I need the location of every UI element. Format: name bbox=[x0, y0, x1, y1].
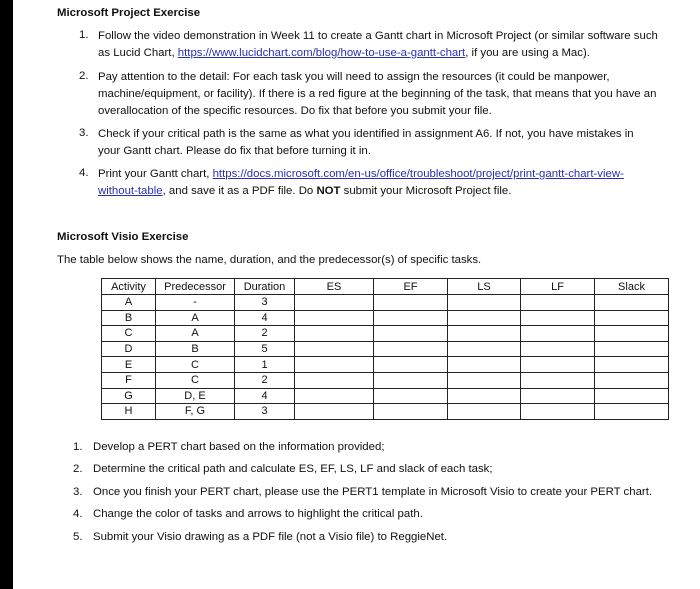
col-ef: EF bbox=[374, 279, 448, 295]
step-number: 5. bbox=[73, 531, 83, 543]
document-page bbox=[13, 0, 700, 589]
step-number: 2. bbox=[79, 70, 89, 82]
col-es: ES bbox=[295, 279, 374, 295]
table-cell: C bbox=[156, 372, 235, 388]
table-cell: 2 bbox=[235, 372, 295, 388]
step-text bbox=[98, 166, 658, 200]
table-cell bbox=[595, 372, 669, 388]
step-text: Develop a PERT chart based on the information provided; bbox=[93, 441, 385, 453]
table-cell bbox=[295, 326, 374, 342]
table-cell: F, G bbox=[156, 404, 235, 420]
table-cell bbox=[448, 326, 521, 342]
step-text: Submit your Visio drawing as a PDF file (not a Visio file) to ReggieNet. bbox=[93, 531, 448, 543]
step-text-part: Follow the video demonstration in Week 11 to create a Gantt chart in Microsoft Project (or similar software such as Lucid Chart, bbox=[98, 30, 658, 59]
table-cell: 3 bbox=[235, 295, 295, 311]
col-predecessor: Predecessor bbox=[156, 279, 235, 295]
step-number: 4. bbox=[73, 508, 83, 520]
table-cell bbox=[374, 404, 448, 420]
table-header-row bbox=[102, 279, 669, 295]
visio-heading: Microsoft Visio Exercise bbox=[57, 231, 189, 243]
table-cell: - bbox=[156, 295, 235, 311]
table-cell bbox=[521, 388, 595, 404]
table-row bbox=[102, 388, 669, 404]
table-cell bbox=[521, 326, 595, 342]
table-cell bbox=[448, 388, 521, 404]
table-cell bbox=[595, 388, 669, 404]
table-cell bbox=[521, 372, 595, 388]
table-row bbox=[102, 404, 669, 420]
table-cell bbox=[374, 357, 448, 373]
table-cell: C bbox=[156, 357, 235, 373]
table-cell: 3 bbox=[235, 404, 295, 420]
table-cell bbox=[374, 295, 448, 311]
step-text-part: Print your Gantt chart, bbox=[98, 168, 213, 180]
table-cell bbox=[448, 295, 521, 311]
step-text: Once you finish your PERT chart, please use the PERT1 template in Microsoft Visio to create your PERT chart. bbox=[93, 486, 653, 498]
table-cell: B bbox=[102, 310, 156, 326]
step-number: 4. bbox=[79, 167, 89, 179]
step-text: Determine the critical path and calculate ES, EF, LS, LF and slack of each task; bbox=[93, 463, 493, 475]
project-heading: Microsoft Project Exercise bbox=[57, 7, 201, 19]
emphasis-not: NOT bbox=[316, 185, 341, 197]
table-cell: G bbox=[102, 388, 156, 404]
table-cell: F bbox=[102, 372, 156, 388]
table-cell bbox=[448, 310, 521, 326]
visio-intro: The table below shows the name, duration, and the predecessor(s) of specific tasks. bbox=[57, 254, 482, 266]
table-cell: H bbox=[102, 404, 156, 420]
table-cell bbox=[295, 295, 374, 311]
table-cell bbox=[595, 310, 669, 326]
table-cell bbox=[595, 326, 669, 342]
step-text-part: submit your Microsoft Project file. bbox=[340, 185, 512, 197]
table-cell bbox=[521, 341, 595, 357]
table-cell bbox=[295, 310, 374, 326]
table-cell bbox=[374, 326, 448, 342]
table-cell: B bbox=[156, 341, 235, 357]
table-cell bbox=[595, 404, 669, 420]
table-cell bbox=[374, 341, 448, 357]
table-cell bbox=[595, 295, 669, 311]
step-number: 3. bbox=[73, 486, 83, 498]
activity-table bbox=[101, 278, 669, 420]
col-slack: Slack bbox=[595, 279, 669, 295]
step-text-part: , if you are using a Mac). bbox=[465, 47, 590, 59]
step-text: Pay attention to the detail: For each task you will need to assign the resources (it could be manpower, machine/equipment, or facility). If there is a red figure at the beginning of the task, that means that you have an overallocation of the specific resources. Do fix that before you submit your file. bbox=[98, 71, 657, 117]
table-row bbox=[102, 372, 669, 388]
table-cell: 4 bbox=[235, 310, 295, 326]
table-cell bbox=[521, 310, 595, 326]
table-cell bbox=[521, 404, 595, 420]
table-cell bbox=[595, 341, 669, 357]
col-ls: LS bbox=[448, 279, 521, 295]
table-body bbox=[102, 295, 669, 420]
table-row bbox=[102, 295, 669, 311]
lucidchart-link[interactable]: https://www.lucidchart.com/blog/how-to-use-a-gantt-chart bbox=[177, 47, 466, 59]
table-cell: 5 bbox=[235, 341, 295, 357]
table-cell bbox=[374, 310, 448, 326]
table-cell: 1 bbox=[235, 357, 295, 373]
step-text bbox=[98, 28, 658, 62]
col-activity: Activity bbox=[102, 279, 156, 295]
table-cell bbox=[448, 372, 521, 388]
step-number: 2. bbox=[73, 463, 83, 475]
table-cell: A bbox=[156, 326, 235, 342]
table-cell bbox=[448, 341, 521, 357]
step-number: 3. bbox=[79, 127, 89, 139]
table-row bbox=[102, 310, 669, 326]
table-row bbox=[102, 341, 669, 357]
table-cell: C bbox=[102, 326, 156, 342]
table-cell: 4 bbox=[235, 388, 295, 404]
table-cell: E bbox=[102, 357, 156, 373]
table-cell bbox=[521, 357, 595, 373]
table-cell: A bbox=[156, 310, 235, 326]
table-cell bbox=[448, 404, 521, 420]
table-cell: D, E bbox=[156, 388, 235, 404]
table-cell bbox=[295, 341, 374, 357]
table-cell bbox=[521, 295, 595, 311]
table-cell bbox=[595, 357, 669, 373]
col-duration: Duration bbox=[235, 279, 295, 295]
table-cell bbox=[448, 357, 521, 373]
step-text-part: , and save it as a PDF file. Do bbox=[162, 185, 317, 197]
step-number: 1. bbox=[73, 441, 83, 453]
step-text: Check if your critical path is the same as what you identified in assignment A6. If not, you have mistakes in your Gantt chart. Please do fix that before turning it in. bbox=[98, 128, 634, 157]
table-cell bbox=[295, 404, 374, 420]
table-cell bbox=[295, 372, 374, 388]
microsoft-docs-link[interactable]: https://docs.microsoft.com/en-us/office/troubleshoot/project/print-gantt-chart-view-without-table bbox=[98, 168, 624, 197]
col-lf: LF bbox=[521, 279, 595, 295]
table-cell: D bbox=[102, 341, 156, 357]
table-cell: A bbox=[102, 295, 156, 311]
table-row bbox=[102, 326, 669, 342]
table-cell bbox=[374, 372, 448, 388]
step-number: 1. bbox=[79, 29, 89, 41]
table-cell bbox=[295, 357, 374, 373]
table-cell: 2 bbox=[235, 326, 295, 342]
table-cell bbox=[374, 388, 448, 404]
table-cell bbox=[295, 388, 374, 404]
step-text: Change the color of tasks and arrows to highlight the critical path. bbox=[93, 508, 423, 520]
table-row bbox=[102, 357, 669, 373]
